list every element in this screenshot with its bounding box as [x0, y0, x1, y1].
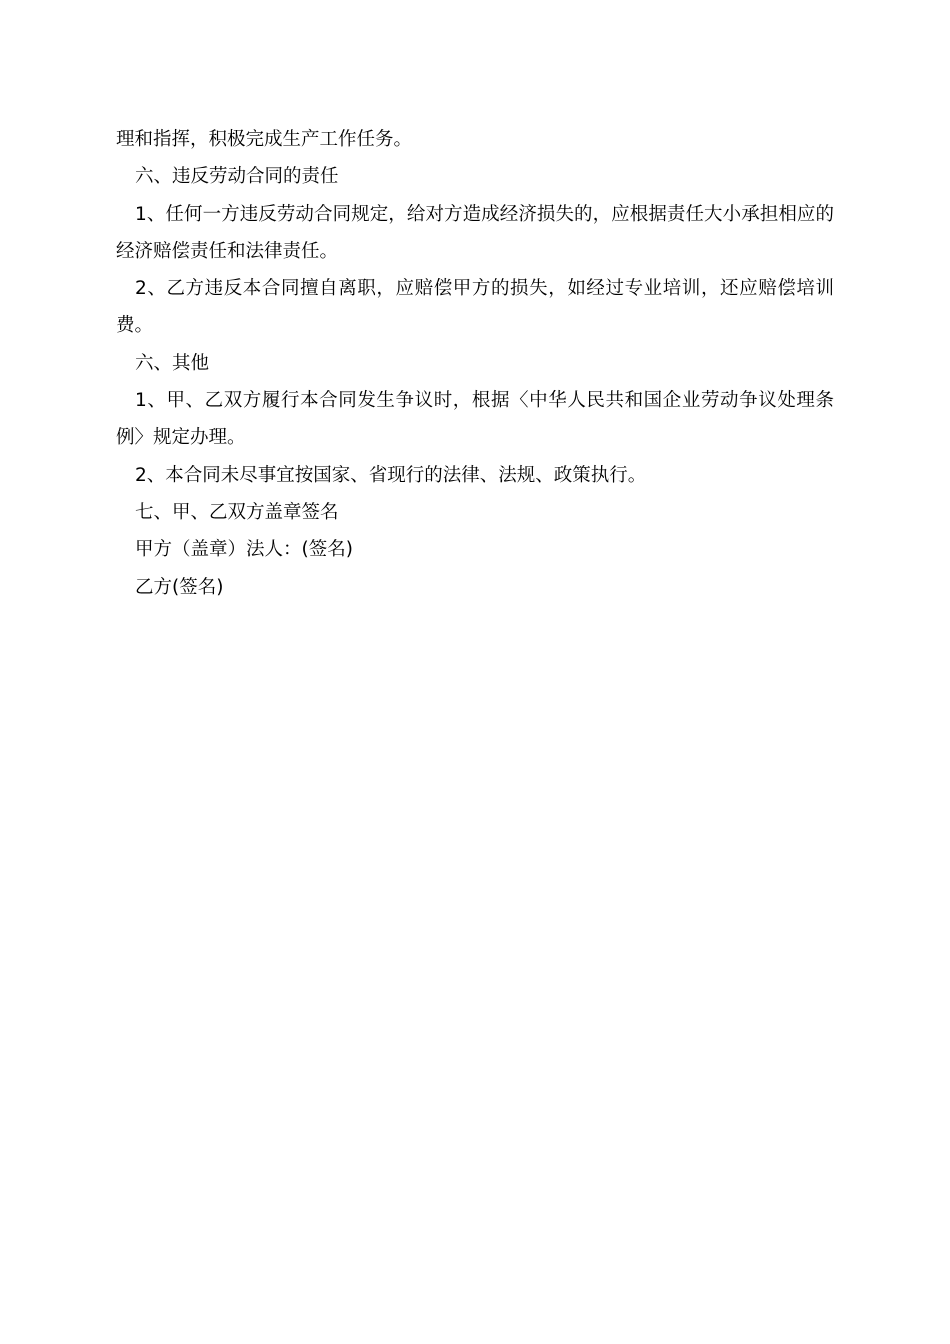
section-heading-signatures: 七、甲、乙双方盖章签名: [135, 501, 339, 523]
document-body: [116, 121, 834, 606]
clause-1-compensation: 1、任何一方违反劳动合同规定，给对方造成经济损失的，应根据责任大小承担相应的经济赔偿责任和法律责任。: [116, 203, 834, 262]
section-heading-other: 六、其他: [135, 352, 210, 374]
party-b-signature-line: 乙方(签名): [135, 576, 224, 598]
clause-2-unspecified-matters: 2、本合同未尽事宜按国家、省现行的法律、法规、政策执行。: [135, 464, 647, 486]
section-heading-breach-liability: 六、违反劳动合同的责任: [135, 166, 339, 188]
party-a-signature-line: 甲方（盖章）法人：(签名): [135, 539, 353, 561]
paragraph-continuation: 理和指挥，积极完成生产工作任务。: [116, 129, 413, 150]
clause-1-dispute-resolution: 1、甲、乙双方履行本合同发生争议时，根据〈中华人民共和国企业劳动争议处理条例〉规定办理。: [116, 390, 834, 449]
clause-2-unauthorized-resignation: 2、乙方违反本合同擅自离职，应赔偿甲方的损失，如经过专业培训，还应赔偿培训费。: [116, 278, 834, 337]
